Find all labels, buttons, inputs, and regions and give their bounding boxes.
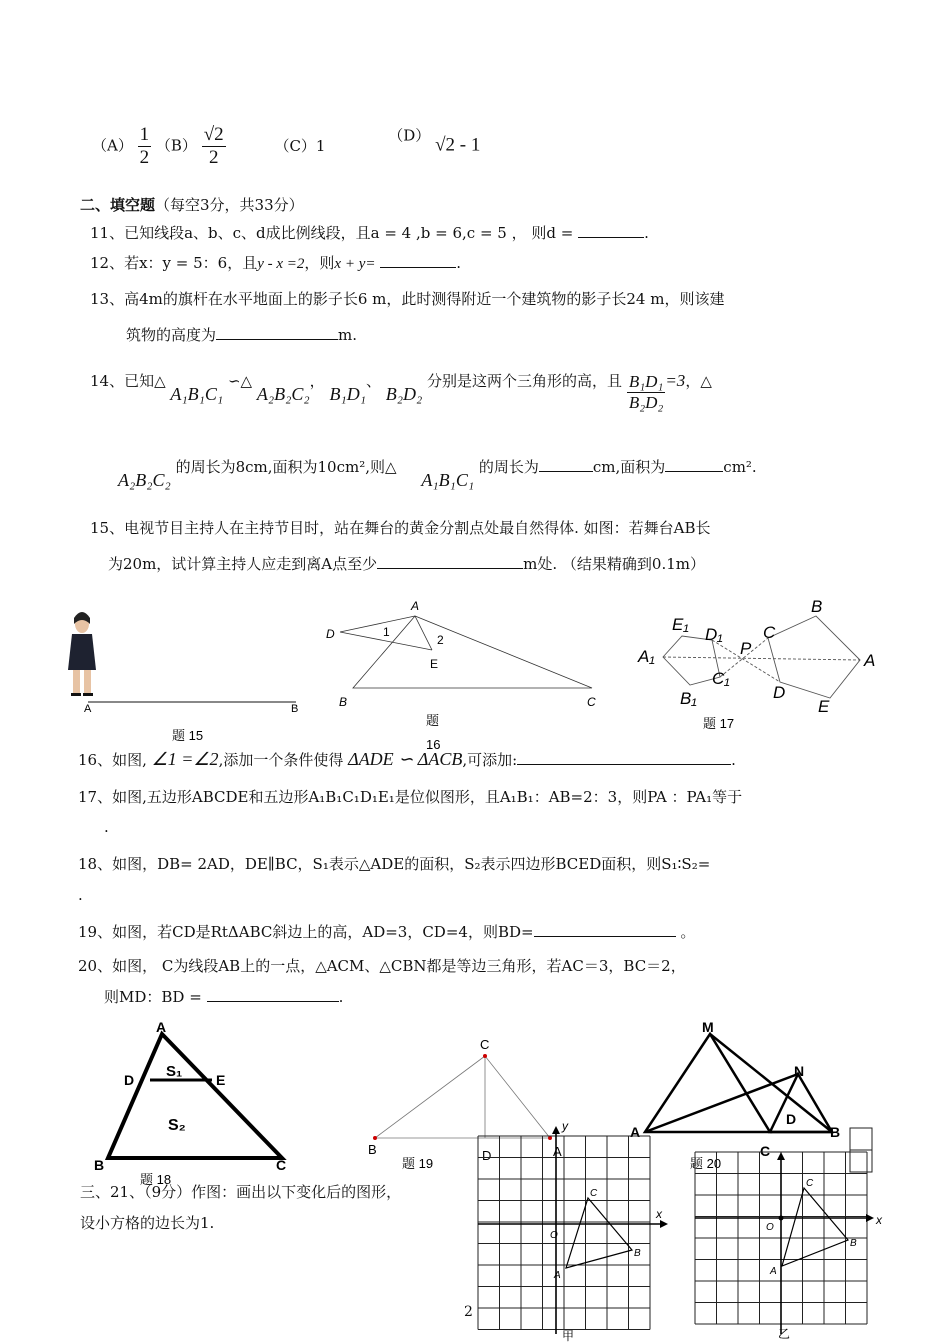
height-2: B₂D₂ [385,384,423,404]
question-text: 13、高4m的旗杆在水平地面上的影子长6 m，此时测得附近一个建筑物的影子长24 m，则该建 [90,290,725,308]
ratio-value: =3 [665,371,686,390]
section-heading [80,194,304,215]
fig17-label-a: A [864,651,876,670]
fig18-label-c: C [276,1157,287,1173]
fig19-point-c [483,1054,487,1058]
grid-caption-yi: 乙 [778,1327,791,1341]
triangle-jia [566,1198,632,1268]
figure-17-caption: 题 17 [703,716,735,731]
fig16-angle-2: 2 [437,633,444,647]
point-a-yi: A [770,1266,777,1277]
fig17-label-d1: D₁ [705,625,723,644]
question-text: 。 [680,923,696,941]
question-12: 12、若x：y = 5：6，且y - x =2，则x + y= . [90,254,462,272]
x-arrow-yi [866,1214,874,1222]
question-text: 20、如图， C为线段AB上的一点，△ACM、△CBN都是等边三角形，若AC＝3，BC＝2， [78,957,686,975]
fig18-label-a: A [156,1019,167,1035]
condition: ∠1 =∠2 [151,749,219,769]
figure-20-caption: 题 20 [690,1156,722,1171]
denominator: B₂D₂ [628,393,664,412]
question-15-line2 [108,553,705,574]
origin-label-jia: O [550,1230,558,1241]
question-text: ，△ [685,372,712,390]
fig19-label-c: C [480,1037,490,1052]
fig19-label-b: B [368,1142,377,1157]
fig16-label-a: A [411,600,420,613]
fig17-label-e1: E₁ [672,615,689,634]
grid-jia [478,1136,650,1330]
option-d-value: √2 - 1 [435,134,481,156]
question-14-line2 [118,456,757,491]
option-d: （D） [388,126,431,145]
triangle-1: A₁B₁C₁ [421,470,475,490]
origin-dot-yi [779,1216,784,1221]
figure-18-caption: 题 18 [140,1172,172,1187]
figure-15-caption: 题 15 [172,728,204,743]
fig16-label-b: B [339,695,348,709]
question-text: 16、如图, [78,751,147,769]
fig20-label-b: B [830,1124,841,1140]
figure-17 [663,616,860,698]
question-text: 18、如图，DB= 2AD，DE∥BC，S₁表示△ADE的面积，S₂表示四边形BCED面积，则S₁∶S₂= [78,855,711,873]
question-14-line1 [90,370,712,413]
question-text: . [338,988,344,1006]
height-1: B₁D₁ [329,384,366,404]
question-text: m处. （结果精确到0.1m） [523,555,705,573]
fig16-label-d: D [326,627,335,641]
fraction-b [202,124,226,169]
answer-blank[interactable] [380,253,456,268]
numerator: B₁D₁ [628,372,664,391]
figure-20 [645,1034,832,1132]
fig20-label-c: C [760,1143,771,1159]
fig17-label-p: P [740,639,752,658]
question-16: 16、如图, ∠1 =∠2,添加一个条件使得 ΔADE ∽ ΔACB,可添加: . [78,749,736,769]
fig18-label-d: D [124,1072,135,1088]
question-text: 的周长为8cm,面积为10cm²,则△ [175,458,397,476]
numerator: 1 [139,124,150,145]
question-text: 11、已知线段a、b、c、d成比例线段，且a = 4 ,b = 6,c = 5 ， 则d = [90,224,574,242]
question-20-line1 [78,955,686,976]
fig20-label-d: D [786,1111,797,1127]
fig17-label-c: C [763,623,776,642]
question-17-line1 [78,786,742,807]
denominator: 2 [139,147,150,168]
y-label-jia: y [562,1120,568,1133]
answer-blank[interactable] [517,750,731,765]
question-text: 的周长为 [478,458,539,476]
point-c-yi: C [806,1178,814,1189]
answer-blank[interactable] [539,457,593,472]
option-c: （C）1 [274,136,326,155]
unit: m. [338,326,358,344]
x-label-yi: x [876,1213,882,1227]
point-b-yi: B [850,1238,857,1249]
question-text: 设小方格的边长为1. [80,1214,215,1232]
fig16-angle-1: 1 [383,625,390,639]
fig18-label-e: E [216,1072,226,1088]
triangle-2: A₂B₂C₂ [118,470,171,490]
grid-corner-square [850,1128,872,1150]
separator: 、 [365,372,381,390]
comma: ， [309,372,325,390]
triangle-1: A₁B₁C₁ [170,384,224,404]
presenter-figure [68,612,96,696]
question-text: ,添加一个条件使得 [218,751,344,769]
fig18-s1: S₁ [166,1063,183,1080]
answer-blank[interactable] [534,922,676,937]
fraction-a [138,124,152,169]
question-13-line2 [126,324,357,345]
point-b-label: B [291,703,299,715]
question-text: 分别是这两个三角形的高，且 [427,372,623,390]
fig16-label-c: C [587,695,596,709]
fig18-label-b: B [94,1157,105,1173]
answer-blank[interactable] [377,554,523,569]
figure-16-caption-number: 16 [426,737,441,750]
page-number: 2 [464,1304,473,1320]
point-a-jia: A [554,1270,561,1281]
question-21-line1 [80,1181,401,1202]
question-text: 筑物的高度为 [126,326,217,344]
fig17-label-b: B [811,600,823,616]
section-title: 二、填空题 [80,196,156,214]
question-21-line2 [80,1212,214,1233]
fig20-label-n: N [794,1063,805,1079]
y-arrow-jia [552,1126,560,1134]
fig20-label-a: A [630,1124,641,1140]
figure-16 [340,616,592,688]
fig19-point-b [373,1136,377,1140]
q10-options [92,124,480,169]
answer-blank[interactable] [665,457,723,472]
question-text: 为20m，试计算主持人应走到离A点至少 [108,555,378,573]
question-20-line2 [104,986,343,1007]
question-18-line1 [78,853,710,874]
question-text: 14、已知△ [90,372,166,390]
ratio-fraction [627,372,665,413]
question-15-line1 [90,517,710,538]
point-b-jia: B [634,1248,641,1259]
fig17-label-d: D [773,683,786,702]
grid-caption-jia: 甲 [562,1329,575,1342]
question-18-line2 [78,886,83,904]
equation: x + y= [334,256,376,272]
fig17-label-e: E [818,697,830,716]
question-text: . [78,886,83,904]
triangle-yi [782,1188,848,1266]
question-19 [78,921,695,942]
triangle-2: A₂B₂C₂ [256,384,310,404]
similarity: ΔADE ∽ ΔACB [348,749,463,769]
question-text: 三、21、（9分）作图：画出以下变化后的图形， [80,1183,402,1201]
figure-15 [68,612,298,715]
x-arrow-jia [660,1220,668,1228]
fig17-label-b1: B₁ [680,689,697,708]
section-note: （每空3分，共33分） [155,196,304,214]
point-c-jia: C [590,1188,598,1199]
answer-blank[interactable] [216,325,338,340]
denominator: 2 [208,147,219,168]
origin-label-yi: O [766,1222,774,1233]
question-text: 15、电视节目主持人在主持节目时，站在舞台的黄金分割点处最自然得体. 如图：若舞台AB长 [90,519,711,537]
question-text: cm,面积为 [592,458,666,476]
coordinate-grids [470,1120,910,1342]
fig17-label-a1: A₁ [638,647,655,666]
y-arrow-yi [777,1152,785,1160]
equation: y - x =2 [257,256,305,272]
point-a-label: A [84,703,92,715]
question-text: ，则 [304,254,335,272]
grid-corner-square [850,1150,872,1172]
question-text: . [104,818,109,836]
figure-18 [108,1034,282,1158]
fig18-s2: S₂ [168,1117,186,1134]
fig17-label-c1: C₁ [712,669,730,688]
fig19-label-d: D [482,1148,492,1163]
question-13-line1 [90,288,724,309]
figures-row-1 [60,600,880,750]
option-a: （A） [92,136,133,155]
option-b: （B） [155,136,197,155]
question-text: 19、如图，若CD是RtΔABC斜边上的高，AD=3，CD=4，则BD= [78,923,534,941]
numerator: √2 [203,124,224,145]
fig16-label-e: E [430,657,439,671]
fig20-label-m: M [702,1019,714,1035]
unit: cm². [723,458,757,476]
question-text: 17、如图,五边形ABCDE和五边形A₁B₁C₁D₁E₁是位似图形，且A₁B₁：AB=2：3，则PA ：PA₁等于 [78,788,743,806]
answer-blank[interactable] [578,223,644,238]
x-label-jia: x [656,1207,662,1221]
question-text: ,可添加: [462,751,518,769]
figure-19-caption: 题 19 [402,1156,434,1171]
question-text: 则MD：BD = [104,988,202,1006]
question-11: 11、已知线段a、b、c、d成比例线段，且a = 4 ,b = 6,c = 5 ， 则d = . [90,224,649,242]
fig19-label-a: A [553,1144,562,1159]
question-text: 12、若x：y = 5：6，且 [90,254,258,272]
question-17-line2 [104,818,109,836]
similar-symbol: ∽△ [227,372,253,390]
figure-16-caption: 题 [426,713,440,728]
answer-blank[interactable] [207,987,339,1002]
